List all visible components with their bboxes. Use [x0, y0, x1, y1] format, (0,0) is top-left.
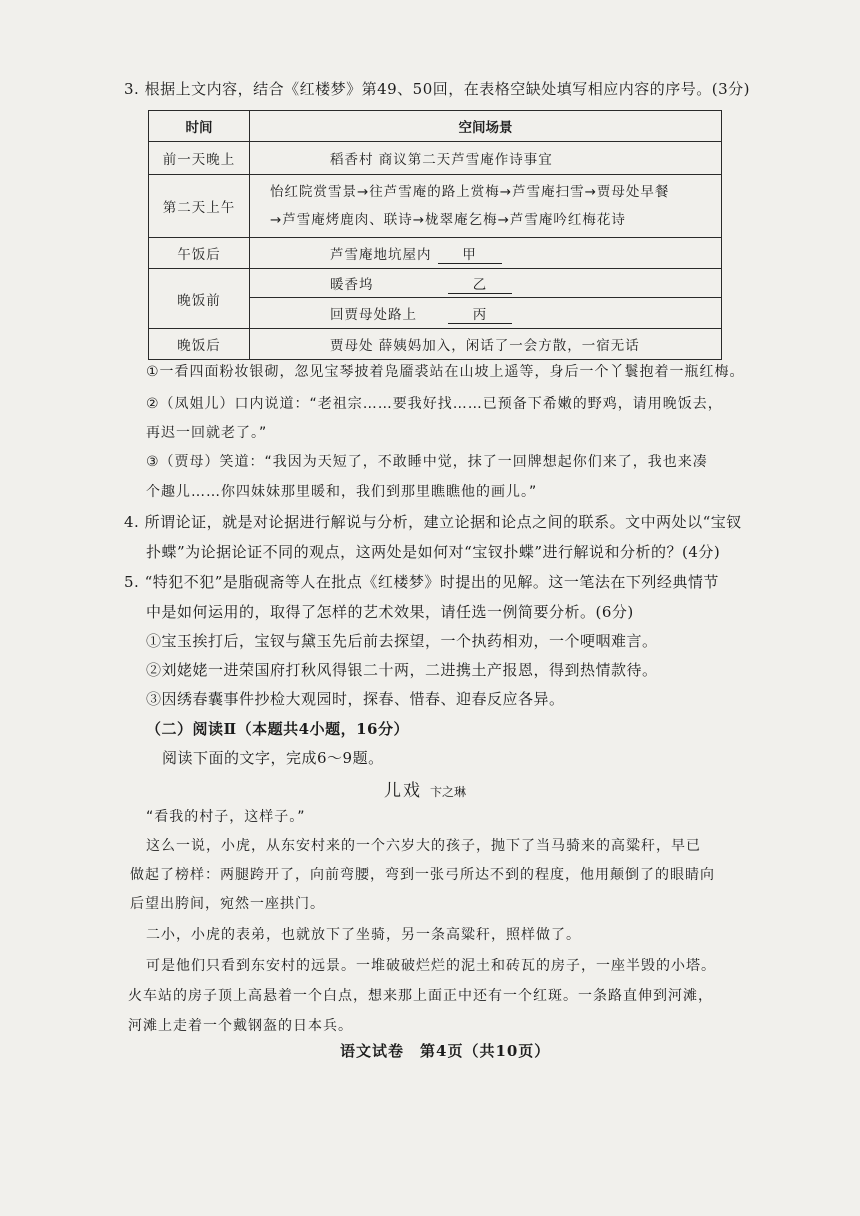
story-paragraph-2-cont: 做起了榜样：两腿跨开了，向前弯腰，弯到一张弓所达不到的程度，他用颠倒了的眼睛向 [130, 867, 715, 883]
row-time: 第二天上午 [149, 175, 250, 238]
table-row [149, 175, 722, 238]
row-time: 晚饭后 [149, 329, 250, 360]
table-row [149, 142, 722, 175]
table-row [149, 329, 722, 360]
row-time: 前一天晚上 [149, 142, 250, 175]
story-title: 儿戏 [384, 781, 422, 801]
q3-option-3-cont: 个趣儿……你四妹妹那里暖和，我们到那里瞧瞧他的画儿。” [146, 484, 538, 500]
story-author: 卞之琳 [430, 785, 467, 799]
row-scene: 芦雪庵地坑屋内 [330, 246, 432, 263]
table-header-row [149, 111, 722, 142]
question-3-prompt: 3. 根据上文内容，结合《红楼梦》第49、50回，在表格空缺处填写相应内容的序号。(3分) [124, 80, 751, 98]
section-2-instruction: 阅读下面的文字，完成6～9题。 [162, 749, 384, 767]
question-4-line-1: 4. 所谓论证，就是对论据进行解说与分析，建立论据和论点之间的联系。文中两处以“宝钗 [124, 513, 742, 531]
row-scene: 回贾母处路上 [330, 306, 417, 323]
story-title-line [384, 776, 466, 801]
header-time: 时间 [149, 111, 250, 142]
q3-option-1: ①一看四面粉妆银砌，忽见宝琴披着凫靥裘站在山坡上遥等，身后一个丫鬟抱着一瓶红梅。 [146, 364, 745, 380]
answer-blank-jia[interactable]: 甲 [438, 243, 502, 264]
answer-blank-yi[interactable]: 乙 [448, 273, 512, 294]
schedule-table [148, 110, 722, 360]
header-scene: 空间场景 [250, 111, 722, 142]
story-paragraph-2: 这么一说，小虎，从东安村来的一个六岁大的孩子，抛下了当马骑来的高粱秆，早已 [146, 838, 701, 854]
row-scene: 暖香坞 [330, 276, 374, 293]
story-paragraph-4-cont: 河滩上走着一个戴钢盔的日本兵。 [128, 1018, 353, 1034]
story-paragraph-2-cont: 后望出胯间，宛然一座拱门。 [130, 896, 325, 912]
row-scene: 贾母处 薛姨妈加入，闲话了一会方散，一宿无话 [250, 329, 722, 360]
page-footer: 语文试卷 第4页（共10页） [340, 1042, 551, 1060]
row-time: 午饭后 [149, 238, 250, 269]
row-scene-line: →芦雪庵烤鹿肉、联诗→栊翠庵乞梅→芦雪庵吟红梅花诗 [270, 212, 626, 228]
question-5-line-1: 5. “特犯不犯”是脂砚斋等人在批点《红楼梦》时提出的见解。这一笔法在下列经典情节 [124, 573, 719, 591]
row-time: 晚饭前 [149, 269, 250, 329]
story-paragraph-4-cont: 火车站的房子顶上高悬着一个白点，想来那上面正中还有一个红斑。一条路直伸到河滩， [128, 988, 713, 1004]
answer-blank-bing[interactable]: 丙 [448, 303, 512, 324]
q3-option-2: ②（凤姐儿）口内说道：“老祖宗……要我好找……已预备下希嫩的野鸡，请用晚饭去， [146, 396, 723, 412]
q5-option-1: ①宝玉挨打后，宝钗与黛玉先后前去探望，一个执药相劝，一个哽咽难言。 [146, 632, 658, 650]
table-row [149, 238, 722, 269]
q3-option-2-cont: 再迟一回就老了。” [146, 425, 268, 441]
story-paragraph-3: 二小，小虎的表弟，也就放下了坐骑，另一条高粱秆，照样做了。 [146, 927, 581, 943]
row-scene: 稻香村 商议第二天芦雪庵作诗事宜 [250, 142, 722, 175]
story-paragraph-1: “看我的村子，这样子。” [146, 809, 306, 825]
q5-option-2: ②刘姥姥一进荣国府打秋风得银二十两，二进携土产报恩，得到热情款待。 [146, 661, 658, 679]
story-paragraph-4: 可是他们只看到东安村的远景。一堆破破烂烂的泥土和砖瓦的房子，一座半毁的小塔。 [146, 958, 716, 974]
q3-option-3: ③（贾母）笑道：“我因为天短了，不敢睡中觉，抹了一回牌想起你们来了，我也来凑 [146, 454, 708, 470]
row-scene-line: 怡红院赏雪景→往芦雪庵的路上赏梅→芦雪庵扫雪→贾母处早餐 [270, 184, 670, 200]
question-5-line-2: 中是如何运用的，取得了怎样的艺术效果，请任选一例简要分析。(6分) [146, 603, 634, 621]
section-2-heading: （二）阅读Ⅱ（本题共4小题，16分） [146, 720, 409, 738]
q5-option-3: ③因绣春囊事件抄检大观园时，探春、惜春、迎春反应各异。 [146, 690, 565, 708]
table-row [149, 269, 722, 298]
question-4-line-2: 扑蝶”为论据论证不同的观点，这两处是如何对“宝钗扑蝶”进行解说和分析的？(4分) [146, 543, 721, 561]
